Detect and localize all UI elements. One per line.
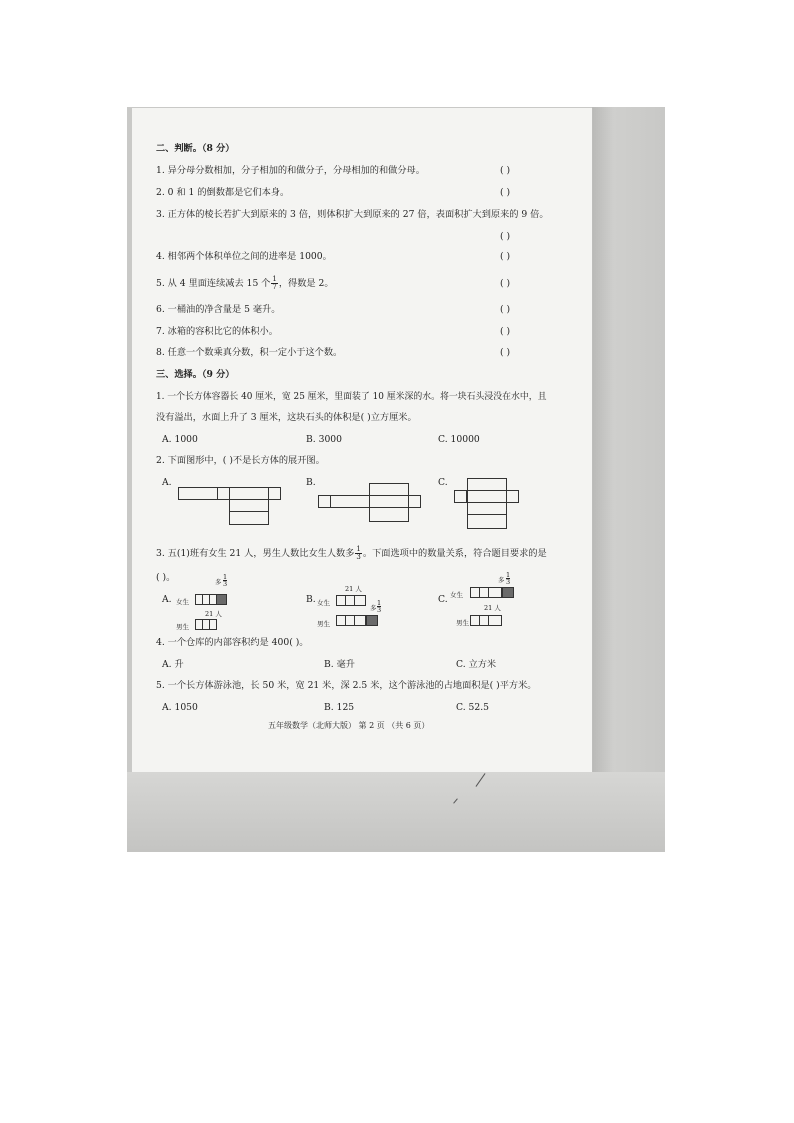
- third-label-a: 1 3: [223, 573, 228, 588]
- answer-blank-5[interactable]: ( ): [500, 278, 511, 289]
- third-label-c: 1 3: [506, 571, 511, 586]
- net-b-label[interactable]: B.: [306, 477, 316, 488]
- judge-item-5-suffix: ，得数是 2。: [278, 278, 334, 289]
- choice-q4-option-b[interactable]: B. 毫升: [324, 659, 355, 670]
- fraction-one-seventh: $\frac{1}{7}$: [272, 275, 277, 291]
- choice-q2: 2. 下面图形中，( )不是长方体的展开图。: [156, 455, 325, 466]
- judge-item-5: [156, 276, 334, 291]
- choice-q4-option-c[interactable]: C. 立方米: [456, 659, 497, 670]
- judge-item-4: 4. 相邻两个体积单位之间的进率是 1000。: [156, 251, 332, 262]
- choice-q5: 5. 一个长方体游泳池，长 50 米，宽 21 米，深 2.5 米，这个游泳池的占地面积是( )平方米。: [156, 680, 537, 691]
- choice-q4: 4. 一个仓库的内部容积约是 400( )。: [156, 637, 309, 648]
- choice-q3-blank[interactable]: ( )。: [156, 572, 176, 583]
- third-label-b: 1 3: [377, 599, 382, 614]
- choice-q5-option-c[interactable]: C. 52.5: [456, 702, 489, 713]
- answer-blank-3[interactable]: ( ): [500, 231, 511, 242]
- choice-q5-option-b[interactable]: B. 125: [324, 702, 355, 713]
- choice-q1-line1: 1. 一个长方体容器长 40 厘米，宽 25 厘米，里面装了 10 厘米深的水。将一块石头浸没在水中，且: [156, 392, 547, 402]
- q3-option-c-label[interactable]: C.: [438, 594, 448, 605]
- choice-q1-option-c[interactable]: C. 10000: [438, 434, 480, 445]
- answer-blank-8[interactable]: ( ): [500, 347, 511, 358]
- choice-q1-option-b[interactable]: B. 3000: [306, 434, 342, 445]
- scan-bottom-edge: [127, 772, 665, 852]
- page-footer: 五年级数学（北师大版） 第 2 页 （共 6 页）: [268, 721, 430, 730]
- choice-q1-line2: 没有溢出，水面上升了 3 厘米，这块石头的体积是( )立方厘米。: [156, 412, 417, 423]
- answer-blank-1[interactable]: ( ): [500, 165, 511, 176]
- exam-page: [132, 108, 592, 772]
- answer-blank-2[interactable]: ( ): [500, 187, 511, 198]
- choice-q5-option-a[interactable]: A. 1050: [162, 702, 198, 713]
- answer-blank-4[interactable]: ( ): [500, 251, 511, 262]
- judge-item-2: 2. 0 和 1 的倒数都是它们本身。: [156, 187, 290, 198]
- choice-q4-option-a[interactable]: A. 升: [162, 659, 184, 670]
- net-a-label[interactable]: A.: [162, 477, 172, 488]
- judge-item-5-prefix: 5. 从 4 里面连续减去 15 个: [156, 278, 271, 289]
- section2-heading: 二、判断。（8 分）: [156, 143, 235, 154]
- judge-item-3: 3. 正方体的棱长若扩大到原来的 3 倍，则体积扩大到原来的 27 倍，表面积扩大到原来的 9 倍。: [156, 209, 549, 220]
- judge-item-6: 6. 一桶油的净含量是 5 毫升。: [156, 304, 281, 315]
- q3-option-a-label[interactable]: A.: [162, 594, 172, 605]
- net-c-label[interactable]: C.: [438, 477, 448, 488]
- judge-item-7: 7. 冰箱的容积比它的体积小。: [156, 326, 278, 337]
- fraction-one-third: $\frac{1}{3}$: [356, 545, 361, 561]
- choice-q1-option-a[interactable]: A. 1000: [162, 434, 198, 445]
- q3-option-b-label[interactable]: B.: [306, 594, 316, 605]
- choice-q3: 3. 五(1)班有女生 21 人，男生人数比女生人数多 $\frac{1}{3}$ 。下面选项中的数量关系，符合题目要求的是: [156, 545, 547, 561]
- judge-item-1: 1. 异分母分数相加，分子相加的和做分子，分母相加的和做分母。: [156, 165, 425, 176]
- section3-heading: 三、选择。（9 分）: [156, 369, 235, 380]
- judge-item-8: 8. 任意一个数乘真分数，积一定小于这个数。: [156, 347, 343, 358]
- answer-blank-7[interactable]: ( ): [500, 326, 511, 337]
- answer-blank-6[interactable]: ( ): [500, 304, 511, 315]
- scan-right-edge: [592, 107, 665, 852]
